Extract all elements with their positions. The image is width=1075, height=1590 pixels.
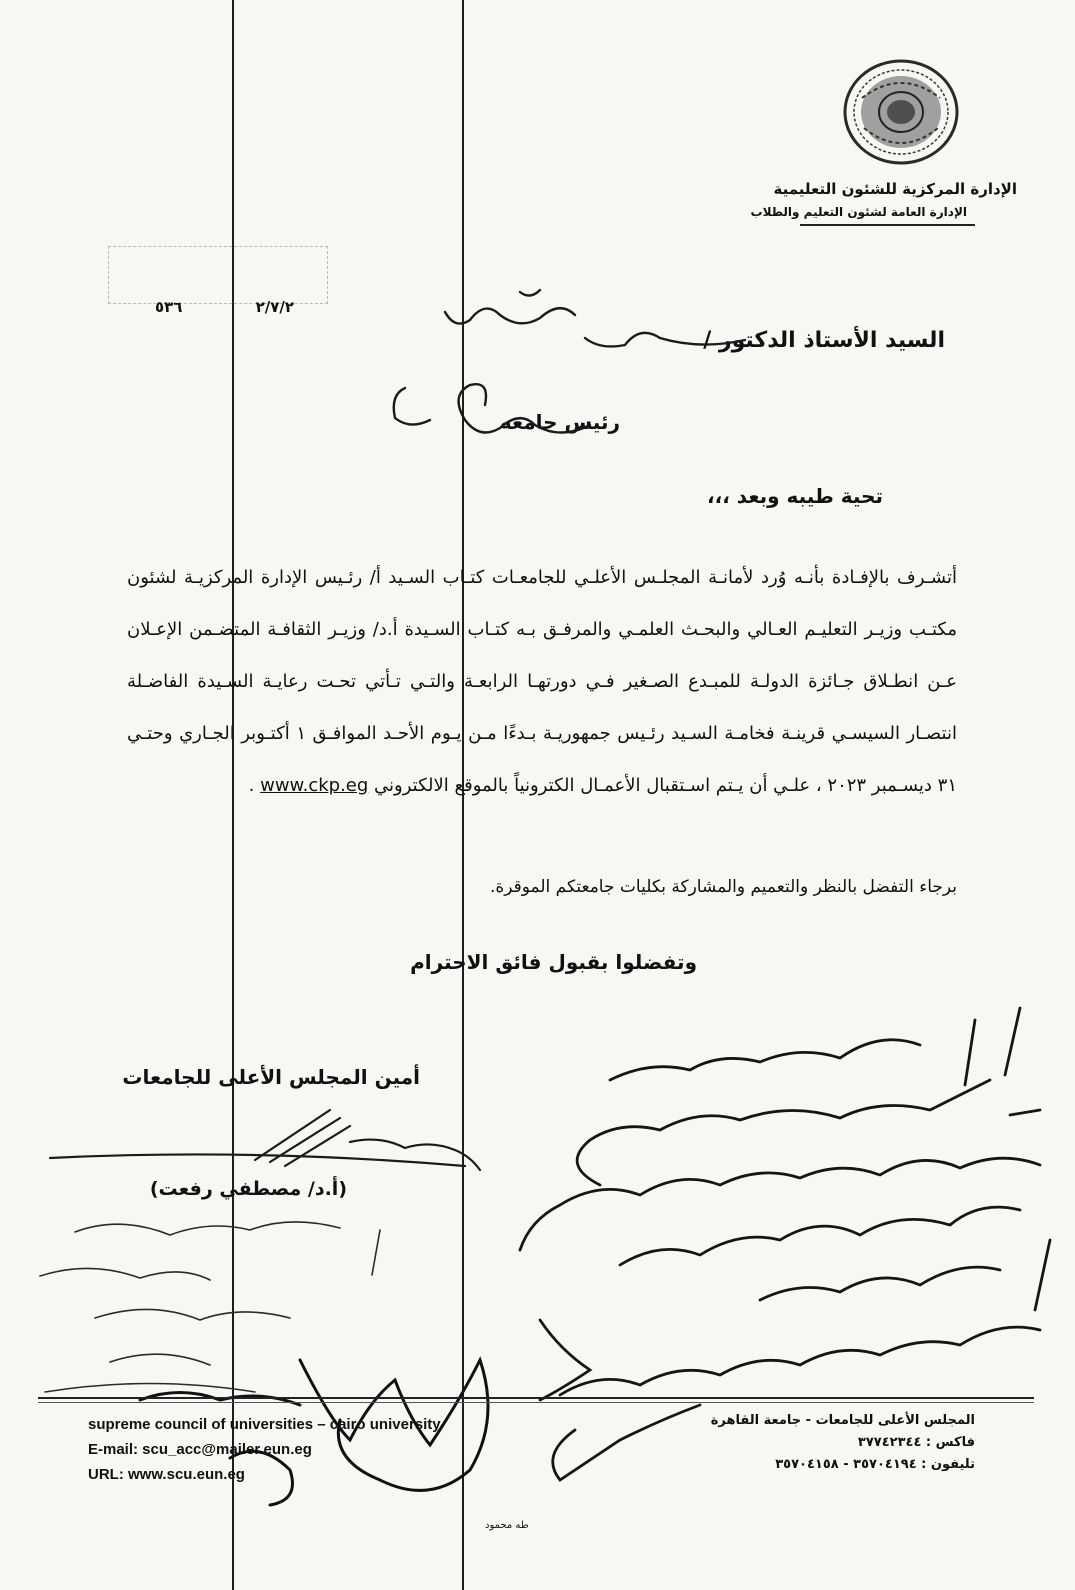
footer-phone: تليفون : ٣٥٧٠٤١٩٤ - ٣٥٧٠٤١٥٨	[775, 1457, 975, 1472]
regards-line: وتفضلوا بقبول فائق الاحترام	[410, 950, 697, 974]
footer-fax: فاكس : ٣٧٧٤٢٣٤٤	[857, 1435, 975, 1450]
signatory-title: أمين المجلس الأعلى للجامعات	[122, 1065, 420, 1089]
footer-url[interactable]: URL: www.scu.eun.eg	[88, 1466, 245, 1483]
header-underline	[800, 224, 975, 226]
addressee-title: السيد الأستاذ الدكتور /	[703, 328, 945, 353]
signature-date-strokes	[50, 1110, 480, 1170]
registration-date: ٢/٧/٢	[255, 298, 295, 316]
footer-email[interactable]: E-mail: scu_acc@mailer.eun.eg	[88, 1441, 312, 1458]
footer-council-name: supreme council of universities – cairo university	[88, 1416, 441, 1433]
paragraph-end: .	[248, 775, 261, 796]
addressee-position: رئيس جامعه	[499, 410, 620, 434]
registration-ref	[155, 298, 294, 316]
website-link[interactable]: www.ckp.eg	[260, 775, 369, 796]
closing-request: برجاء التفضل بالنظر والتعميم والمشاركة بكليات جامعتكم الموقرة.	[489, 877, 957, 897]
footer-rule-top	[38, 1397, 1034, 1399]
body-paragraph	[127, 552, 957, 812]
footer-council-name-ar: المجلس الأعلى للجامعات - جامعة القاهرة	[710, 1413, 975, 1428]
typist-name: طه محمود	[485, 1520, 529, 1531]
footer-arabic	[711, 1410, 975, 1476]
handwritten-recipient-name	[445, 290, 745, 346]
department-header-line2: الإدارة العامة لشئون التعليم والطلاب	[750, 205, 967, 219]
signatory-name: (أ.د/ مصطفي رفعت)	[149, 1178, 347, 1200]
registration-stamp-box	[108, 246, 328, 304]
department-header-line1: الإدارة المركزية للشئون التعليمية	[773, 180, 1017, 198]
greeting: تحية طيبه وبعد ،،،	[707, 484, 883, 508]
body-paragraph-text: أتشـرف بالإفـادة بأنـه وُرد لأمانـة المجلـس الأعلـي للجامعـات كتـاب السـيد أ/ رئـيس الإدارة المركزيـة لشئون مكتـب وزيـر التعليـم العـالي والبحـث العلمـي والمرفـق بـه كتـاب السـيدة أ.د/ وزيـر الثقافـة المتضـمن الإعـلان عـن انطـلاق جـائزة الدولـة للمبـدع الصـغير فـي دورتهـا الرابعـة والتـي تـأتي تحـت رعايـة السـيدة الفاضـلة انتصـار السيسـي قرينـة فخامـة السـيد رئـيس جمهوريـة بـدءًا مـن يـوم الأحـد الموافـق ١ أكتـوبر الجـاري وحتـي ٣١ ديسـمبر ٢٠٢٣ ، علـي أن يـتم اسـتقبال الأعمـال الكترونياً بالموقع الالكتروني	[127, 567, 957, 796]
footer-rule-bottom	[38, 1402, 1034, 1403]
registration-number: ٥٣٦	[155, 298, 183, 316]
institution-seal-stamp	[842, 58, 960, 166]
footer-english	[88, 1412, 441, 1487]
handwritten-left-notes	[40, 1222, 380, 1392]
